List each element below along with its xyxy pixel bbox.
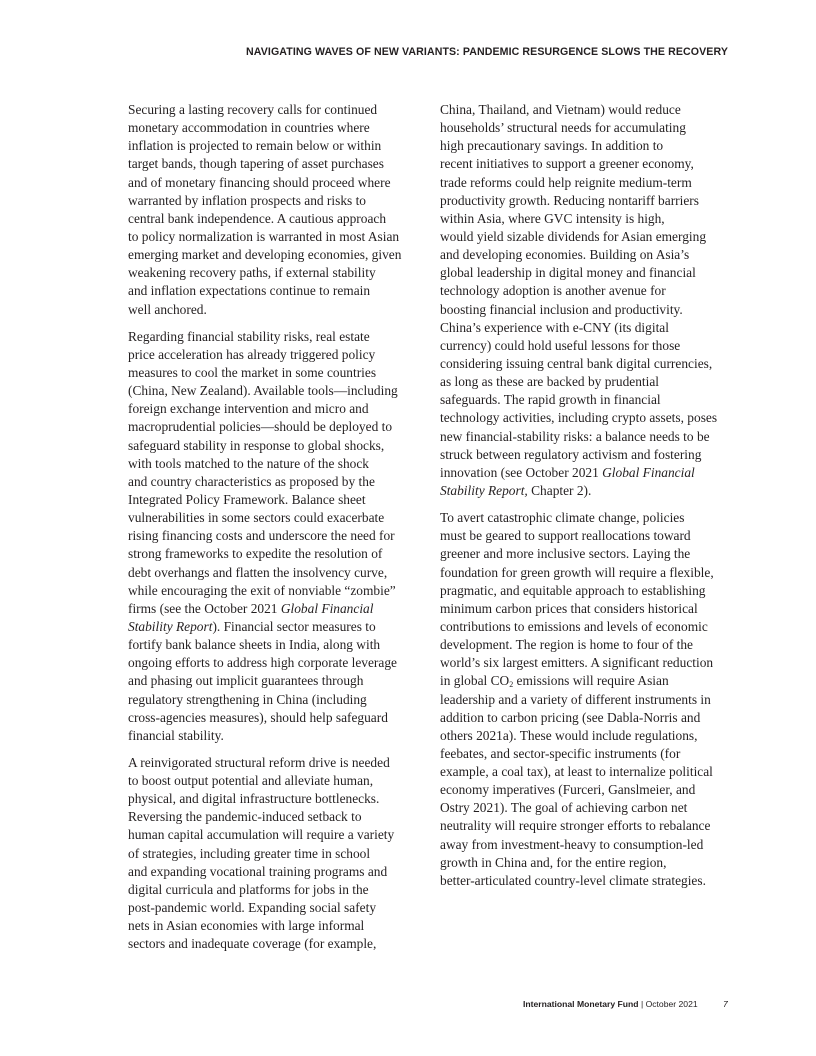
text-line: physical, and digital infrastructure bottlenecks. — [128, 791, 380, 807]
left-column — [128, 101, 420, 953]
text-line: innovation (see October 2021 Global Financial — [440, 464, 695, 480]
text-line: as long as these are backed by prudential — [440, 374, 660, 390]
text-line: digital curricula and platforms for jobs in the — [128, 881, 369, 897]
text-line: post-pandemic world. Expanding social safety — [128, 900, 377, 916]
text-line: would yield sizable dividends for Asian emerging — [440, 228, 707, 244]
text-line: China, Thailand, and Vietnam) would reduce — [440, 102, 681, 117]
text-line: price acceleration has already triggered policy — [128, 346, 376, 362]
publisher-name: International Monetary Fund — [523, 999, 639, 1009]
text-line: growth in China and, for the entire region, — [440, 854, 667, 870]
page-footer — [0, 999, 816, 1013]
paragraph — [128, 754, 420, 954]
text-line: development. The region is home to four of the — [440, 637, 693, 653]
footer-separator: | — [640, 999, 644, 1009]
text-line: central bank independence. A cautious approach — [128, 210, 387, 226]
text-line: must be geared to support reallocations toward — [440, 528, 691, 544]
page-number: 7 — [723, 999, 728, 1009]
text-line: households’ structural needs for accumulating — [440, 120, 686, 136]
text-line: greener and more inclusive sectors. Laying the — [440, 546, 691, 562]
text-line: Ostry 2021). The goal of achieving carbon net — [440, 800, 688, 816]
text-line: safeguards. The rapid growth in financial — [440, 392, 661, 408]
text-line: and country characteristics as proposed by the — [128, 473, 375, 489]
text-line: considering issuing central bank digital currencies, — [440, 355, 713, 371]
text-line: foundation for green growth will require a flexible, — [440, 564, 714, 580]
text-line: minimum carbon prices that considers historical — [440, 600, 698, 616]
running-head: NAVIGATING WAVES OF NEW VARIANTS: PANDEMIC RESURGENCE SLOWS THE RECOVERY — [246, 46, 728, 58]
text-line: inflation is projected to remain below or within — [128, 138, 382, 154]
text-line: Stability Report, Chapter 2). — [440, 482, 592, 498]
text-line: while encouraging the exit of nonviable “zombie” — [128, 582, 396, 598]
text-line: cross-agencies measures), should help safeguard — [128, 709, 388, 725]
text-line: monetary accommodation in countries where — [128, 120, 370, 136]
text-line: contributions to emissions and levels of economic — [440, 618, 708, 634]
text-line: recent initiatives to support a greener economy, — [440, 156, 694, 172]
paragraph — [128, 328, 420, 745]
text-line: fortify bank balance sheets in India, along with — [128, 637, 381, 653]
text-line: with tools matched to the nature of the shock — [128, 455, 369, 471]
text-line: well anchored. — [128, 301, 207, 317]
text-line: away from investment-heavy to consumption-led — [440, 836, 704, 852]
text-line: firms (see the October 2021 Global Financial — [128, 600, 374, 616]
text-line: To avert catastrophic climate change, policies — [440, 510, 685, 526]
text-line: struck between regulatory activism and fostering — [440, 446, 702, 462]
text-line: technology adoption is another avenue for — [440, 283, 666, 299]
text-line: Stability Report). Financial sector measures to — [128, 618, 376, 634]
text-line: Securing a lasting recovery calls for continued — [128, 102, 378, 117]
text-line: nets in Asian economies with large informal — [128, 918, 365, 934]
text-line: Integrated Policy Framework. Balance sheet — [128, 491, 366, 507]
text-line: to boost output potential and alleviate human, — [128, 773, 374, 789]
text-line: world’s six largest emitters. A significant reduction — [440, 655, 714, 671]
text-line: feebates, and sector-specific instruments (for — [440, 745, 681, 761]
paragraph — [440, 509, 732, 890]
text-line: example, a coal tax), at least to internalize political — [440, 764, 713, 780]
text-line: in global $CO_2$ emissions will require Asian — [440, 673, 669, 690]
text-line: global leadership in digital money and financial — [440, 265, 696, 281]
text-line: and expanding vocational training programs and — [128, 863, 388, 879]
text-line: (China, New Zealand). Available tools—including — [128, 383, 398, 399]
text-line: trade reforms could help reignite medium-term — [440, 174, 692, 190]
text-line: rising financing costs and underscore the need for — [128, 528, 395, 544]
text-line: emerging market and developing economies, given — [128, 247, 402, 263]
right-column — [440, 101, 732, 890]
text-line: and inflation expectations continue to remain — [128, 283, 371, 299]
text-line: economy imperatives (Furceri, Ganslmeier, and — [440, 782, 696, 798]
text-line: vulnerabilities in some sectors could exacerbate — [128, 510, 385, 526]
text-line: debt overhangs and flatten the insolvency curve, — [128, 564, 388, 580]
text-line: and developing economies. Building on Asia’s — [440, 247, 690, 263]
text-line: China’s experience with e-CNY (its digital — [440, 319, 669, 335]
text-line: of strategies, including greater time in school — [128, 845, 371, 861]
text-line: and phasing out implicit guarantees through — [128, 673, 364, 689]
text-line: warranted by inflation prospects and risks to — [128, 192, 366, 208]
text-line: addition to carbon pricing (see Dabla-Norris and — [440, 709, 701, 725]
text-line: human capital accumulation will require a variety — [128, 827, 395, 843]
paragraph — [128, 101, 420, 319]
text-line: productivity growth. Reducing nontariff barriers — [440, 192, 699, 208]
text-line: high precautionary savings. In addition to — [440, 138, 664, 154]
text-line: foreign exchange intervention and micro and — [128, 401, 369, 417]
text-line: others 2021a). These would include regulations, — [440, 727, 698, 743]
publication-date: October 2021 — [645, 999, 698, 1009]
text-line: and of monetary financing should proceed where — [128, 174, 391, 190]
text-line: leadership and a variety of different instruments in — [440, 691, 711, 707]
text-line: neutrality will require stronger efforts to rebalance — [440, 818, 711, 834]
text-line: pragmatic, and equitable approach to establishing — [440, 582, 706, 598]
text-line: target bands, though tapering of asset purchases — [128, 156, 384, 172]
text-line: safeguard stability in response to global shocks, — [128, 437, 385, 453]
text-line: Reversing the pandemic-induced setback to — [128, 809, 362, 825]
text-line: financial stability. — [128, 727, 224, 743]
text-line: boosting financial inclusion and productivity. — [440, 301, 683, 317]
text-line: currency) could hold useful lessons for those — [440, 337, 681, 353]
text-line: ongoing efforts to address high corporate leverage — [128, 655, 397, 671]
text-line: new financial-stability risks: a balance needs to be — [440, 428, 710, 444]
text-line: sectors and inadequate coverage (for example, — [128, 936, 377, 952]
text-line: A reinvigorated structural reform drive is needed — [128, 754, 390, 770]
text-line: regulatory strengthening in China (including — [128, 691, 367, 707]
paragraph — [440, 101, 732, 500]
text-line: technology activities, including crypto assets, poses — [440, 410, 718, 426]
text-line: weakening recovery paths, if external stability — [128, 265, 376, 281]
text-line: Regarding financial stability risks, real estate — [128, 328, 370, 344]
publication-credit — [523, 999, 698, 1009]
text-line: strong frameworks to expedite the resolution of — [128, 546, 383, 562]
text-line: measures to cool the market in some countries — [128, 364, 377, 380]
text-line: within Asia, where GVC intensity is high, — [440, 210, 665, 226]
text-line: to policy normalization is warranted in most Asian — [128, 228, 400, 244]
text-line: better-articulated country-level climate strategies. — [440, 872, 706, 888]
text-line: macroprudential policies—should be deployed to — [128, 419, 393, 435]
